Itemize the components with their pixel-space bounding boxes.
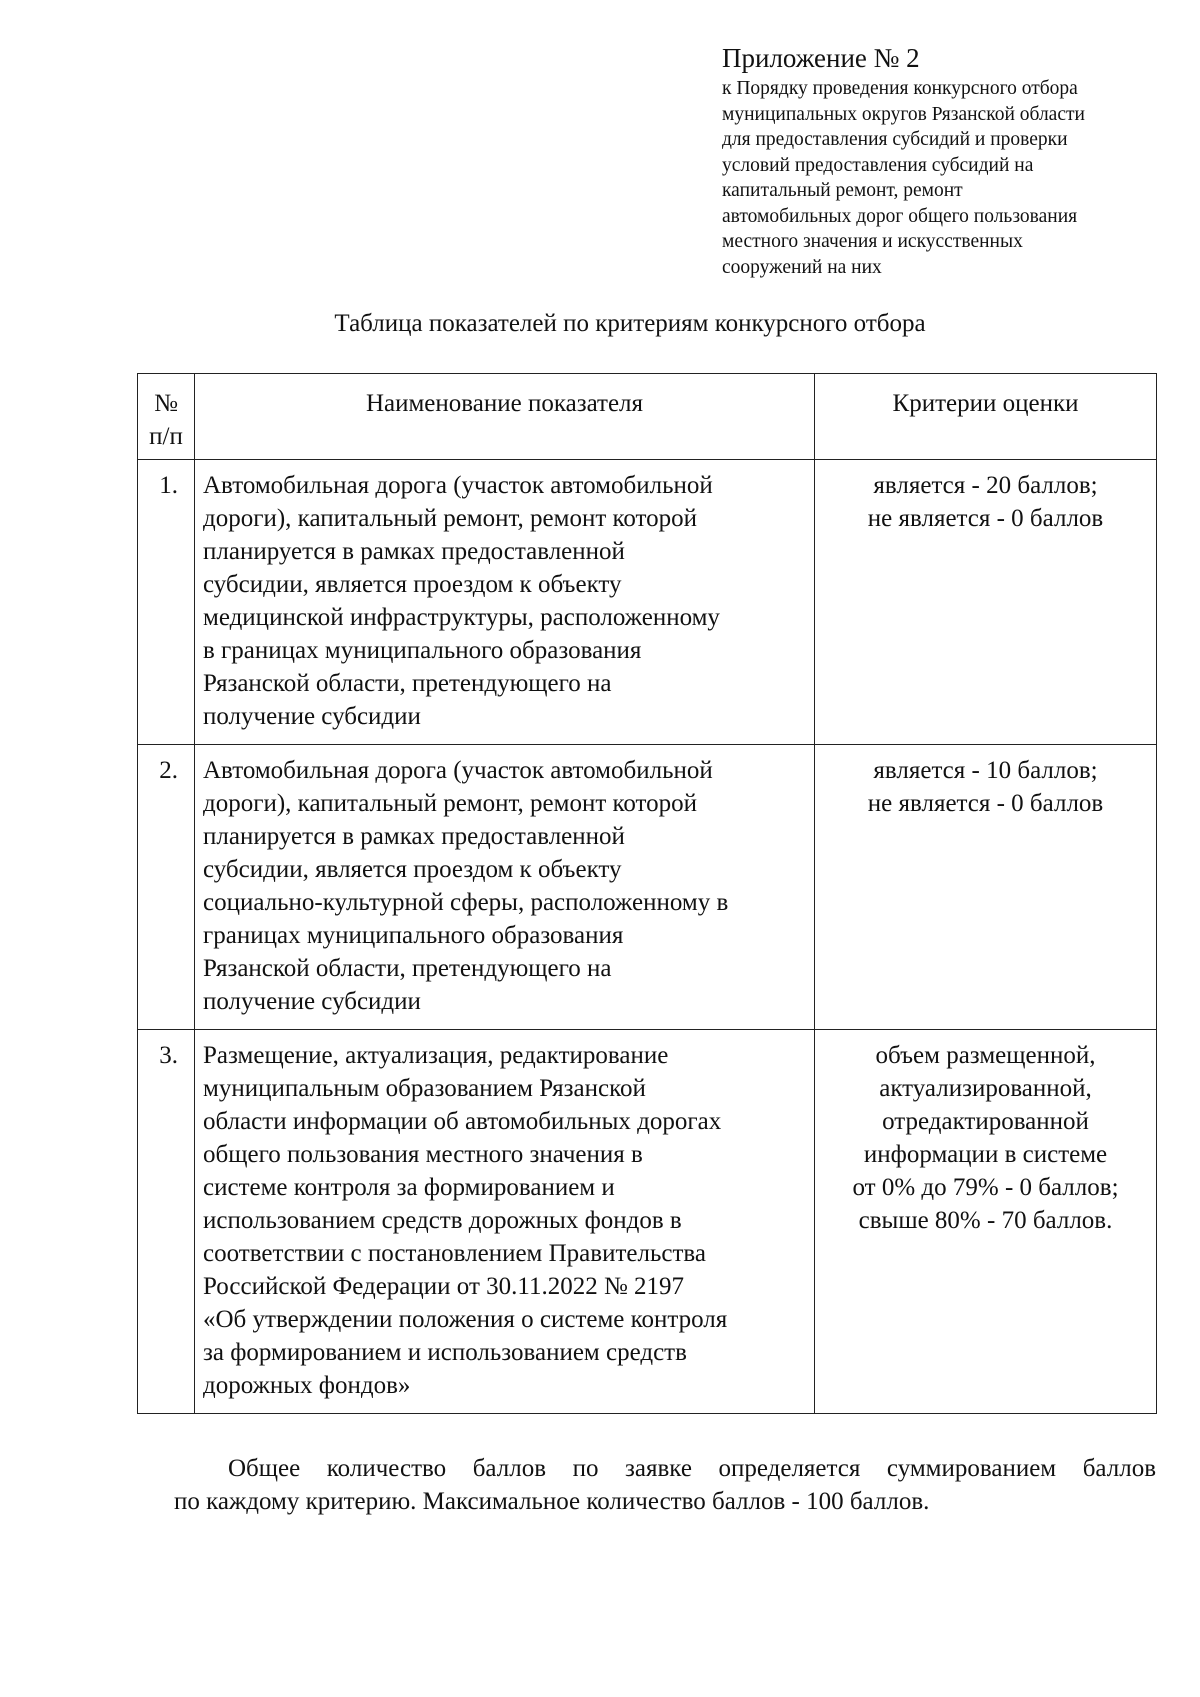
appendix-lines: [722, 76, 1172, 280]
indicator-line: получение субсидии: [203, 703, 421, 730]
appendix-title: Приложение № 2: [722, 43, 920, 73]
summary-line: Общее количество баллов по заявке определяется суммированием баллов: [228, 1455, 1156, 1482]
indicator-line: использованием средств дорожных фондов в: [203, 1207, 682, 1234]
criteria-line: не является - 0 баллов: [867, 505, 1104, 532]
table-row: [138, 460, 1157, 745]
indicator-line: Рязанской области, претендующего на: [203, 955, 612, 982]
indicator-line: муниципальным образованием Рязанской: [203, 1075, 646, 1102]
indicator-line: Автомобильная дорога (участок автомобильной: [203, 757, 713, 784]
indicator-line: социально-культурной сферы, расположенному в: [203, 889, 729, 916]
summary-line: по каждому критерию. Максимальное количество баллов - 100 баллов.: [174, 1488, 930, 1515]
header-number: [138, 374, 195, 460]
indicator-line: за формированием и использованием средств: [203, 1339, 687, 1366]
appendix-line: муниципальных округов Рязанской области: [722, 103, 1085, 125]
indicator-line: границах муниципального образования: [203, 922, 624, 949]
indicator-line: области информации об автомобильных дорогах: [203, 1108, 722, 1135]
indicator-line: дорожных фондов»: [203, 1372, 411, 1399]
appendix-line: к Порядку проведения конкурсного отбора: [722, 78, 1078, 99]
indicator-line: медицинской инфраструктуры, расположенному: [203, 604, 720, 631]
indicator-line: дороги), капитальный ремонт, ремонт которой: [203, 790, 698, 817]
indicator-line: субсидии, является проездом к объекту: [203, 856, 622, 883]
header-indicator-name: Наименование показателя: [195, 374, 815, 460]
indicator-line: системе контроля за формированием и: [203, 1174, 615, 1201]
appendix-line: сооружений на них: [722, 256, 882, 278]
row-number: 3.: [138, 1030, 195, 1414]
indicator-line: «Об утверждении положения о системе контроля: [203, 1306, 728, 1333]
appendix-line: капитальный ремонт, ремонт: [722, 180, 963, 201]
criteria-line: свыше 80% - 70 баллов.: [858, 1207, 1113, 1234]
row-indicator: [195, 745, 815, 1030]
criteria-line: объем размещенной,: [875, 1042, 1096, 1069]
row-criteria: [815, 1030, 1157, 1414]
criteria-line: является - 10 баллов;: [873, 757, 1098, 784]
table-row: [138, 1030, 1157, 1414]
indicator-line: получение субсидии: [203, 988, 421, 1015]
indicator-line: планируется в рамках предоставленной: [203, 538, 625, 565]
appendix-line: автомобильных дорог общего пользования: [722, 205, 1078, 227]
header-number-abbr: п/п: [149, 423, 183, 450]
criteria-line: от 0% до 79% - 0 баллов;: [852, 1174, 1119, 1201]
indicator-line: планируется в рамках предоставленной: [203, 823, 625, 850]
summary-paragraph: [174, 1452, 1156, 1518]
row-criteria: [815, 745, 1157, 1030]
header-criteria: Критерии оценки: [815, 374, 1157, 460]
indicator-line: общего пользования местного значения в: [203, 1141, 643, 1168]
appendix-block: [722, 42, 1172, 280]
header-number-symbol: №: [154, 390, 178, 417]
table-header-row: [138, 374, 1157, 460]
criteria-table: [137, 373, 1157, 1414]
row-indicator: [195, 460, 815, 745]
appendix-line: для предоставления субсидий и проверки: [722, 129, 1068, 150]
indicator-line: дороги), капитальный ремонт, ремонт которой: [203, 505, 698, 532]
appendix-line: условий предоставления субсидий на: [722, 154, 1034, 176]
indicator-line: в границах муниципального образования: [203, 637, 642, 664]
row-number: 1.: [138, 460, 195, 745]
indicator-line: Рязанской области, претендующего на: [203, 670, 612, 697]
indicator-line: Российской Федерации от 30.11.2022 № 2197: [203, 1273, 685, 1300]
table-row: [138, 745, 1157, 1030]
appendix-line: местного значения и искусственных: [722, 231, 1023, 252]
row-criteria: [815, 460, 1157, 745]
table-title: Таблица показателей по критериям конкурсного отбора: [334, 310, 926, 337]
criteria-line: является - 20 баллов;: [873, 472, 1098, 499]
row-indicator: [195, 1030, 815, 1414]
criteria-line: не является - 0 баллов: [867, 790, 1104, 817]
indicator-line: субсидии, является проездом к объекту: [203, 571, 622, 598]
indicator-line: соответствии с постановлением Правительства: [203, 1240, 706, 1267]
criteria-line: актуализированной,: [879, 1075, 1092, 1102]
criteria-line: информации в системе: [863, 1141, 1108, 1168]
criteria-line: отредактированной: [882, 1108, 1089, 1135]
indicator-line: Размещение, актуализация, редактирование: [203, 1042, 669, 1069]
indicator-line: Автомобильная дорога (участок автомобильной: [203, 472, 713, 499]
row-number: 2.: [138, 745, 195, 1030]
